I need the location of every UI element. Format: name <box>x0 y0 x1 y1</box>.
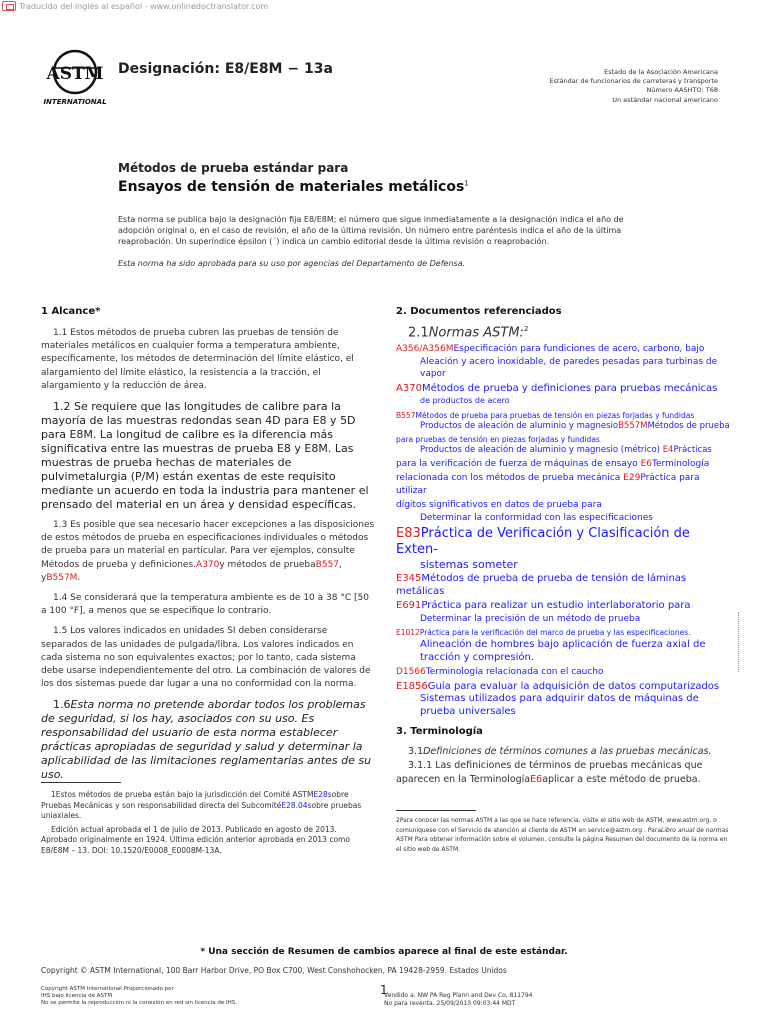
document-title-text: Ensayos de tensión de materiales metálicos <box>118 179 465 195</box>
terminology-body <box>396 745 731 787</box>
ref-e6[interactable]: E6 <box>640 458 652 469</box>
ref-b557m-cont[interactable]: para pruebas de tensión en piezas forjadas y fundidas Productos de aleación de aluminio y magnesio (métrico) E4Prácticas <box>396 434 712 455</box>
footnote-edition: Edición actual aprobada el 1 de julio de 2013. Publicado en agosto de 2013. Aprobado originalmente en 1924. Última edición anterior aprobada en 2013 como E8/E8M – 13. DOI: 10.1520/E0008_E0008M-13A. <box>41 824 350 855</box>
ref-e345[interactable]: E345Métodos de prueba de prueba de tensión de láminas metálicas <box>396 573 687 597</box>
ref-e4[interactable]: E4 <box>662 444 674 455</box>
ref-a356[interactable]: A356/A356MEspecificación para fundiciones de acero, carbono, bajo Aleación y acero inoxidable, de paredes pesadas para turbinas de vapor <box>396 344 718 380</box>
sold-to-note: Vendido a: NW PA Reg Plann and Dev Co, 811794 No para reventa, 25/09/2013 09:03:44 MDT <box>384 992 533 1007</box>
designation-note: Esta norma se publica bajo la designación fija E8/E8M; el número que sigue inmediatamente a la designación indica el año de adopción original o, en el caso de revisión, el año de la última revisión. Un número entre paréntesis indica el año de la última reaprobación. Un superíndice épsilon (´) indica un cambio editorial desde la última revisión o reaprobación. <box>118 215 624 246</box>
ref-a370[interactable]: A370Métodos de prueba y definiciones para pruebas mecánicas de productos de acero <box>396 382 718 406</box>
license-note: Copyright ASTM International Proporcionado por IHS bajo licencia de ASTM No se permite la reproducción ni la conexión en red sin licencia de IHS. <box>41 986 237 1006</box>
ref-b557-cont: Productos de aleación de aluminio y magnesioB557MMétodos de prueba <box>420 420 730 431</box>
copyright: Copyright © ASTM International, 100 Barr Harbor Drive, PO Box C700, West Conshohocken, PA 19428-2959. Estados Unidos <box>41 966 507 975</box>
left-column <box>41 306 375 789</box>
link-b557[interactable]: B557 <box>315 559 340 570</box>
footnote-divider <box>396 810 476 811</box>
dod-note: Esta norma ha sido aprobada para su uso por agencias del Departamento de Defensa. <box>118 259 466 268</box>
section-heading-referenced-documents: 2. Documentos referenciados <box>396 306 562 317</box>
ref-e29[interactable]: E29 <box>623 473 641 484</box>
ref-e4-cont[interactable]: para la verificación de fuerza de máquinas de ensayo E6Terminología <box>396 458 710 469</box>
paragraph-1-3: 1.3 Es posible que sea necesario hacer excepciones a las disposiciones de estos métodos de prueba en especificaciones individuales o métodos de prueba para un material en particular. Para ver ejemplos, consulte Métodos de prueba y definiciones.A370y métodos de pruebaB557, yB557M. <box>41 520 375 583</box>
link-e6[interactable]: E6 <box>530 774 543 786</box>
section-heading-terminology: 3. Terminología <box>396 726 483 738</box>
ref-b557m[interactable]: B557M <box>618 420 648 431</box>
section-heading-scope: 1 Alcance* <box>41 306 101 317</box>
title-footnote-mark: 1 <box>464 179 469 188</box>
paragraph-1-6: 1.6Esta norma no pretende abordar todos los problemas de seguridad, si los hay, asociados con su uso. Es responsabilidad del usuario de esta norma establecer prácticas apropiadas de seguridad y salud y determinar la aplicabilidad de las limitaciones reglamentarias antes de su uso. <box>41 698 372 782</box>
header-right-line: Número AASHTO: T68 <box>646 86 718 95</box>
summary-note: * Una sección de Resumen de cambios aparece al final de este estándar. <box>200 947 568 957</box>
right-footnote: 2Para conocer las normas ASTM a las que se hace referencia, visite el sitio web de ASTM, www.astm.org, o comuníquese con el Servicio de atención al cliente de ASTM en service@astm.org . ParaLibro anual de normas ASTM Para obtener información sobre el volumen, consulte la página Resumen del documento de la norma en el sitio web de ASTM. <box>396 817 729 853</box>
paragraph-3-1-1: 3.1.1 Las definiciones de términos de pruebas mecánicas que aparecen en la TerminologíaE6aplicar a este método de prueba. <box>396 760 703 786</box>
right-column <box>396 306 731 787</box>
paragraph-3-1: 3.1Definiciones de términos comunes a las pruebas mecánicas. <box>408 746 712 758</box>
margin-marker <box>738 612 741 672</box>
header-right-line: Estado de la Asociación Americana <box>604 68 718 76</box>
link-a370[interactable]: A370 <box>196 559 220 570</box>
link-e28[interactable]: E28 <box>313 790 328 799</box>
header-right-block <box>549 68 718 105</box>
ref-d1566[interactable]: D1566Terminología relacionada con el caucho <box>396 667 604 678</box>
link-b557m[interactable]: B557M <box>46 572 78 583</box>
ref-e1012[interactable]: E1012Práctica para la verificación del marco de prueba y las especificaciones. Alineación de hombres bajo aplicación de fuerza axial de tracción y compresión. <box>396 628 706 664</box>
paragraph-1-5: 1.5 Los valores indicados en unidades SI deben considerarse separados de las unidades de pulgada/libra. Los valores indicados en cada sistema no son equivalentes exactos; por lo tanto, cada sistema debe usarse independientemente del otro. La combinación de valores de los dos sistemas puede dar lugar a una no conformidad con la norma. <box>41 626 371 690</box>
logo-subtext: INTERNATIONAL <box>43 98 107 106</box>
paragraph-1-2: 1.2 Se requiere que las longitudes de calibre para la mayoría de las muestras redondas sean 4D para E8 y 5D para E8M. La longitud de calibre es la diferencia más significativa entre las muestras de prueba E8 y E8M. Las muestras de prueba hechas de materiales de pulvimetalurgia (P/M) están exentas de este requisito mediante un acuerdo en toda la industria para mantener el prensado del material en un área y densidad específicas. <box>41 400 369 512</box>
ref-e691[interactable]: E691Práctica para realizar un estudio interlaboratorio para Determinar la precisión de un método de prueba <box>396 600 691 624</box>
ref-b557[interactable]: B557Métodos de prueba para pruebas de tensión en piezas forjadas y fundidas Productos de aleación de aluminio y magnesioB557MMétodos de prueba <box>396 410 730 431</box>
page-number: 1 <box>380 983 388 997</box>
logo-text: ASTM <box>46 64 104 84</box>
ref-e83[interactable]: E83Práctica de Verificación y Clasificación de Exten- sistemas someter <box>396 526 690 572</box>
footnote-divider <box>41 782 121 783</box>
translate-icon <box>2 1 16 11</box>
translator-banner[interactable] <box>0 0 268 12</box>
translator-link[interactable]: Traducido del inglés al español - www.onlinedoctranslator.com <box>19 1 269 11</box>
header-right-line: Estándar de funcionarios de carreteras y transporte <box>549 77 718 86</box>
footnote-1: 1Estos métodos de prueba están bajo la jurisdicción del Comité ASTME28sobre Pruebas Mecánicas y son responsabilidad directa del SubcomitéE28.04sobre pruebas uniaxiales. <box>41 790 362 820</box>
header-right-line: Un estándar nacional americano <box>612 95 718 104</box>
designation: Designación: E8/E8M − 13a <box>118 61 333 77</box>
left-footnote <box>41 790 371 859</box>
subheading-astm-standards: 2.1Normas ASTM:$^2$ <box>408 325 529 341</box>
document-title <box>118 179 469 195</box>
link-e2804[interactable]: E28.04 <box>281 800 308 810</box>
paragraph-1-4: 1.4 Se considerará que la temperatura ambiente es de 10 a 38 °C [50 a 100 °F], a menos que se especifique lo contrario. <box>41 593 369 617</box>
astm-logo <box>40 48 110 108</box>
ref-e1856[interactable]: E1856Guía para evaluar la adquisición de datos computarizados Sistemas utilizados para adquirir datos de máquinas de prueba universales <box>396 680 720 717</box>
ref-e29-cont[interactable]: dígitos significativos en datos de prueba para Determinar la conformidad con las especificaciones <box>396 500 653 523</box>
document-subtitle: Métodos de prueba estándar para <box>118 161 349 175</box>
ref-e6-cont[interactable]: relacionada con los métodos de prueba mecánica E29Práctica para utilizar <box>396 473 700 496</box>
paragraph-1-1: 1.1 Estos métodos de prueba cubren las pruebas de tensión de materiales metálicos en cualquier forma a temperatura ambiente, específicamente, los métodos de determinación del límite elástico, el alargamiento del límite elástico, la resistencia a la tracción, el alargamiento y la reducción de área. <box>41 328 354 391</box>
